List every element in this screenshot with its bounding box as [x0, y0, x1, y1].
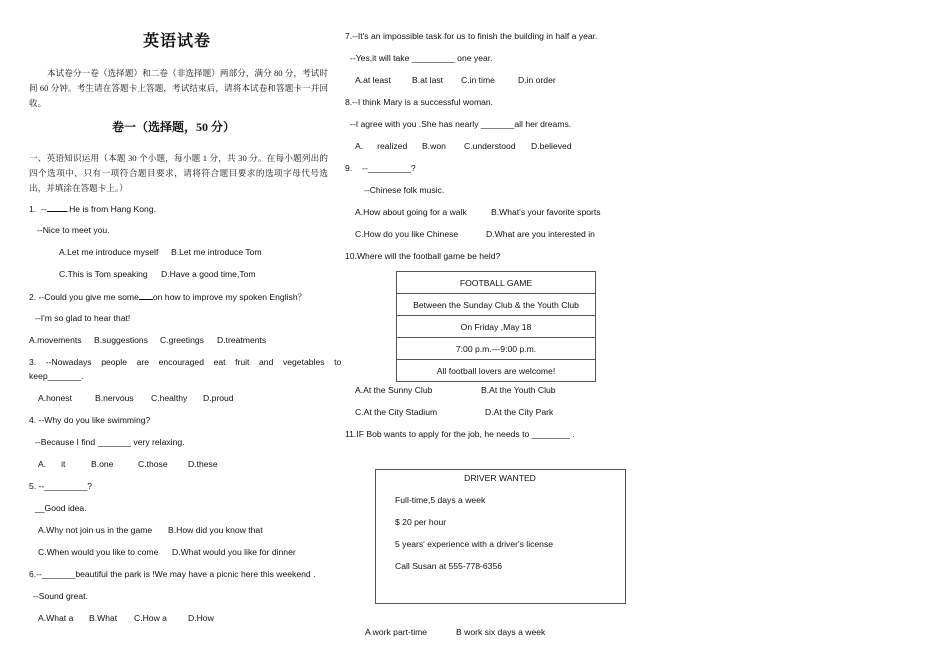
option-d[interactable]: D.proud	[203, 393, 234, 403]
option-c[interactable]: C.This is Tom speaking	[59, 269, 148, 279]
question-11: 11.IF Bob wants to apply for the job, he needs to ________ .	[345, 429, 575, 439]
question-prompt-tail: .He is from Hang Kong.	[66, 204, 157, 214]
table-cell: All football lovers are welcome!	[397, 360, 596, 382]
question-prompt: --_________?	[362, 163, 416, 173]
question-reply: --Sound great.	[33, 591, 88, 601]
option-a[interactable]: A.At the Sunny Club	[355, 385, 433, 395]
option-d[interactable]: D.What would you like for dinner	[172, 547, 296, 557]
option-d[interactable]: D.believed	[531, 141, 572, 151]
question-reply: --Yes,it will take _________ one year.	[350, 53, 493, 63]
question-6: 6.--_______beautiful the park is !We may have a picnic here this weekend .	[29, 569, 316, 579]
option-d[interactable]: D.What are you interested in	[486, 229, 595, 239]
question-10: 10.Where will the football game be held?	[345, 251, 501, 261]
option-c[interactable]: C.healthy	[151, 393, 188, 403]
option-b[interactable]: B.Let me introduce Tom	[171, 247, 262, 257]
question-8: 8.--I think Mary is a successful woman.	[345, 97, 494, 107]
question-prompt: 2. --Could you give me some	[29, 292, 139, 302]
table-cell: On Friday ,May 18	[397, 316, 596, 338]
football-game-table	[396, 271, 596, 382]
option-d[interactable]: D.At the City Park	[485, 407, 554, 417]
option-a[interactable]: A.What a	[38, 613, 74, 623]
option-c[interactable]: C.When would you like to come	[38, 547, 159, 557]
table-cell: FOOTBALL GAME	[397, 272, 596, 294]
option-c[interactable]: C.How do you like Chinese	[355, 229, 459, 239]
option-d[interactable]: D.these	[188, 459, 218, 469]
option-a[interactable]: A.How about going for a walk	[355, 207, 467, 217]
option-b[interactable]: B.At the Youth Club	[481, 385, 556, 395]
section-title: 卷一（选择题，50 分）	[112, 120, 236, 134]
question-reply: __Good idea.	[35, 503, 87, 513]
ad-line: $ 20 per hour	[395, 517, 447, 527]
question-9	[345, 163, 416, 174]
answer-blank	[47, 203, 67, 212]
section-instructions: 一、英语知识运用（本题 30 个小题，每小题 1 分，共 30 分。在每小题列出的四个选项中，只有一项符合题目要求，请将符合题目要求的选项字母代号选出，并填涂在答题卡上。）	[29, 153, 328, 193]
option-b[interactable]: B work six days a week	[456, 627, 546, 637]
question-prompt: --	[40, 204, 47, 214]
question-reply: --Chinese folk music.	[364, 185, 445, 195]
answer-blank	[139, 291, 153, 300]
option-b[interactable]: B.one	[91, 459, 114, 469]
question-3: 3. --Nowadays people are encouraged eat fruit and vegetables to	[29, 357, 342, 367]
question-4: 4. --Why do you like swimming?	[29, 415, 151, 425]
page-title: 英语试卷	[143, 33, 212, 50]
option-a[interactable]: A.Why not join us in the game	[38, 525, 153, 535]
question-reply: --I agree with you .She has nearly _______all her dreams.	[350, 119, 572, 129]
ad-line: Call Susan at 555-778-6356	[395, 561, 503, 571]
ad-line: 5 years' experience with a driver's license	[395, 539, 554, 549]
option-text: it	[61, 459, 66, 469]
option-c[interactable]: C.understood	[464, 141, 516, 151]
option-a[interactable]: A.movements	[29, 335, 82, 345]
option-b[interactable]: B.How did you know that	[168, 525, 263, 535]
option-d[interactable]: D.How	[188, 613, 214, 623]
option-b[interactable]: B.at last	[412, 75, 444, 85]
option-letter: A.	[38, 459, 47, 469]
option-b[interactable]: B.suggestions	[94, 335, 148, 345]
question-number: 1.	[29, 204, 37, 214]
option-c[interactable]: C.How a	[134, 613, 167, 623]
option-b[interactable]: B.What's your favorite sports	[491, 207, 601, 217]
question-7: 7.--It's an impossible task for us to finish the building in half a year.	[345, 31, 598, 41]
option-c[interactable]: C.greetings	[160, 335, 204, 345]
option-c[interactable]: C.At the City Stadium	[355, 407, 438, 417]
table-cell: Between the Sunday Club & the Youth Club	[397, 294, 596, 316]
table-cell: 7:00 p.m.---9:00 p.m.	[397, 338, 596, 360]
question-5: 5. --_________?	[29, 481, 93, 491]
option-a[interactable]	[355, 141, 407, 152]
ad-line: Full-time,5 days a week	[395, 495, 486, 505]
question-prompt-tail: on how to improve my spoken English？	[152, 292, 307, 302]
option-a[interactable]: A.Let me introduce myself	[59, 247, 159, 257]
question-number: 9.	[345, 163, 353, 173]
option-text: realized	[377, 141, 408, 151]
question-3-line2: keep_______.	[29, 371, 84, 381]
exam-intro: 本试卷分一卷（选择题）和二卷（非选择题）两部分，满分 80 分，考试时间 60 分钟。考生请在答题卡上答题，考试结束后，请将本试卷和答题卡一并回收。	[29, 68, 328, 108]
ad-title: DRIVER WANTED	[464, 473, 536, 483]
option-b[interactable]: B.What	[89, 613, 118, 623]
option-a[interactable]	[38, 459, 65, 470]
question-1	[29, 203, 156, 215]
option-a[interactable]: A.honest	[38, 393, 72, 403]
option-d[interactable]: D.in order	[518, 75, 556, 85]
option-b[interactable]: B.nervous	[95, 393, 134, 403]
option-c[interactable]: C.in time	[461, 75, 495, 85]
question-reply: --Nice to meet you.	[37, 225, 110, 235]
option-c[interactable]: C.those	[138, 459, 168, 469]
option-b[interactable]: B.won	[422, 141, 446, 151]
option-d[interactable]: D.treatments	[217, 335, 267, 345]
option-d[interactable]: D.Have a good time,Tom	[161, 269, 256, 279]
driver-wanted-ad	[375, 469, 626, 604]
option-a[interactable]: A work part-time	[365, 627, 428, 637]
option-letter: A.	[355, 141, 364, 151]
question-2	[29, 291, 306, 303]
question-reply: --I'm so glad to hear that!	[35, 313, 131, 323]
option-a[interactable]: A.at least	[355, 75, 391, 85]
question-reply: --Because I find _______ very relaxing.	[35, 437, 185, 447]
